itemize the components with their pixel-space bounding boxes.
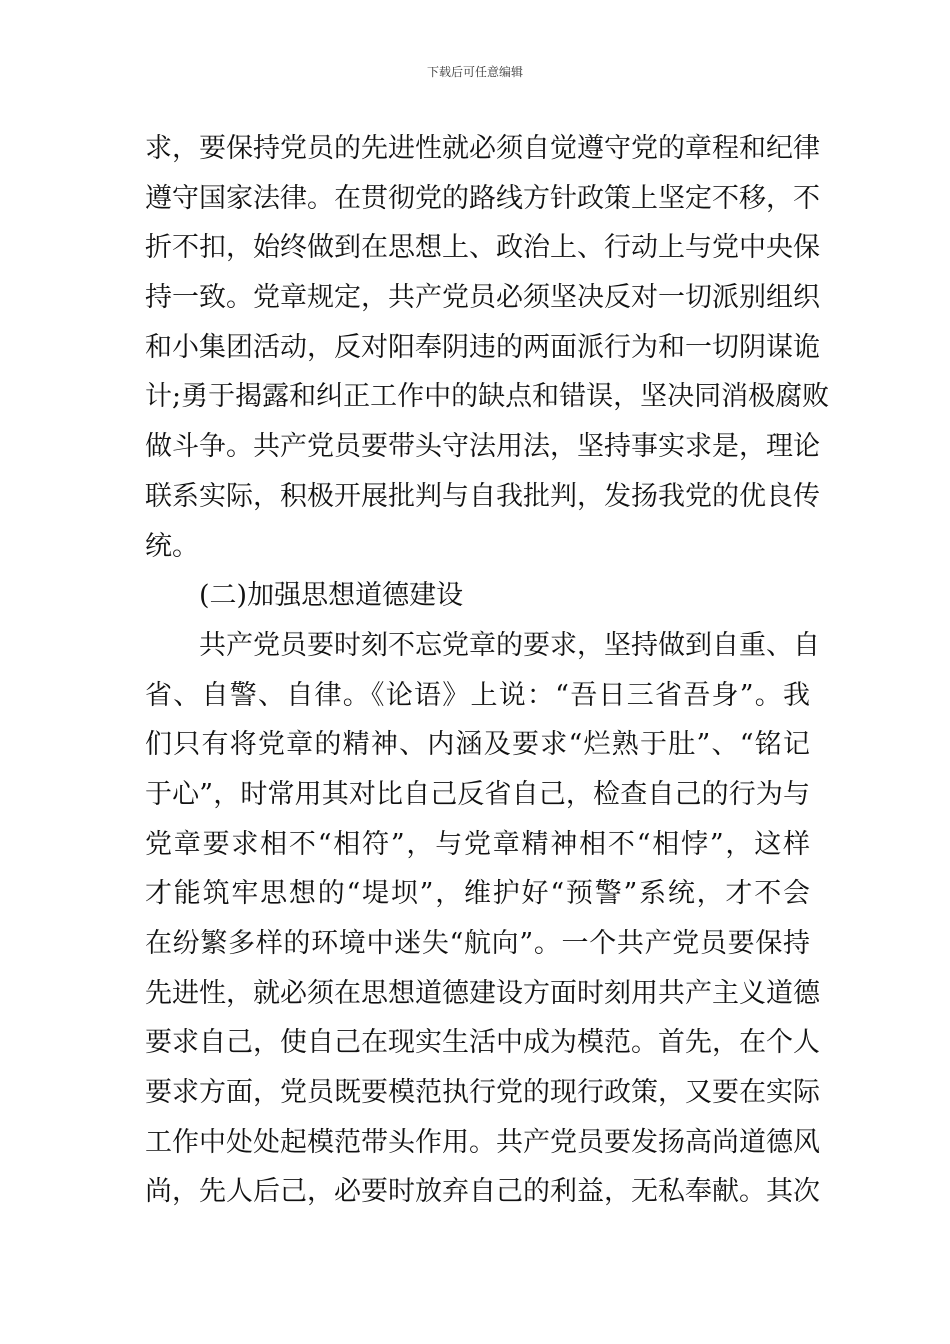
text-line: 做斗争。共产党员要带头守法用法，坚持事实求是，理论 (145, 431, 820, 463)
text-line: 求，要保持党员的先进性就必须自觉遵守党的章程和纪律 (145, 133, 820, 164)
text-line: 先进性，就必须在思想道德建设方面时刻用共产主义道德 (145, 977, 820, 1009)
text-line: 们只有将党章的精神、内涵及要求“烂熟于肚”、“铭记 (145, 729, 810, 761)
paragraph-1 (145, 124, 830, 571)
paragraph-2 (145, 621, 820, 1217)
text-line: 工作中处处起模范带头作用。共产党员要发扬高尚道德风 (145, 1126, 820, 1158)
document-body (145, 124, 830, 1217)
text-line: 持一致。党章规定，共产党员必须坚决反对一切派别组织 (145, 282, 820, 314)
text-line: 尚，先人后己，必要时放弃自己的利益，无私奉献。其次 (145, 1176, 820, 1208)
text-line: 党章要求相不“相符”，与党章精神相不“相悖”，这样 (145, 828, 810, 860)
page-header: 下载后可任意编辑 (426, 65, 523, 79)
text-line: 共产党员要时刻不忘党章的要求，坚持做到自重、自 (199, 629, 820, 661)
text-line: 省、自警、自律。《论语》上说：“吾日三省吾身”。我 (145, 679, 810, 711)
text-line: 折不扣，始终做到在思想上、政治上、行动上与党中央保 (145, 232, 820, 264)
text-line: 和小集团活动，反对阳奉阴违的两面派行为和一切阴谋诡 (145, 331, 820, 363)
section-heading: (二)加强思想道德建设 (199, 580, 464, 612)
text-line: 要求自己，使自己在现实生活中成为模范。首先，在个人 (145, 1027, 820, 1059)
text-line: 统。 (145, 530, 199, 562)
text-line: 要求方面，党员既要模范执行党的现行政策，又要在实际 (145, 1077, 820, 1109)
text-line: 遵守国家法律。在贯彻党的路线方针政策上坚定不移，不 (145, 182, 820, 214)
text-line: 联系实际，积极开展批判与自我批判，发扬我党的优良传 (145, 480, 820, 512)
text-line: 于心”，时常用其对比自己反省自己，检查自己的行为与 (145, 778, 810, 810)
text-line: 计;勇于揭露和纠正工作中的缺点和错误，坚决同消极腐败 (145, 381, 830, 413)
text-line: 才能筑牢思想的“堤坝”，维护好“预警”系统，才不会 (145, 878, 810, 910)
text-line: 在纷繁多样的环境中迷失“航向”。一个共产党员要保持 (145, 928, 810, 959)
